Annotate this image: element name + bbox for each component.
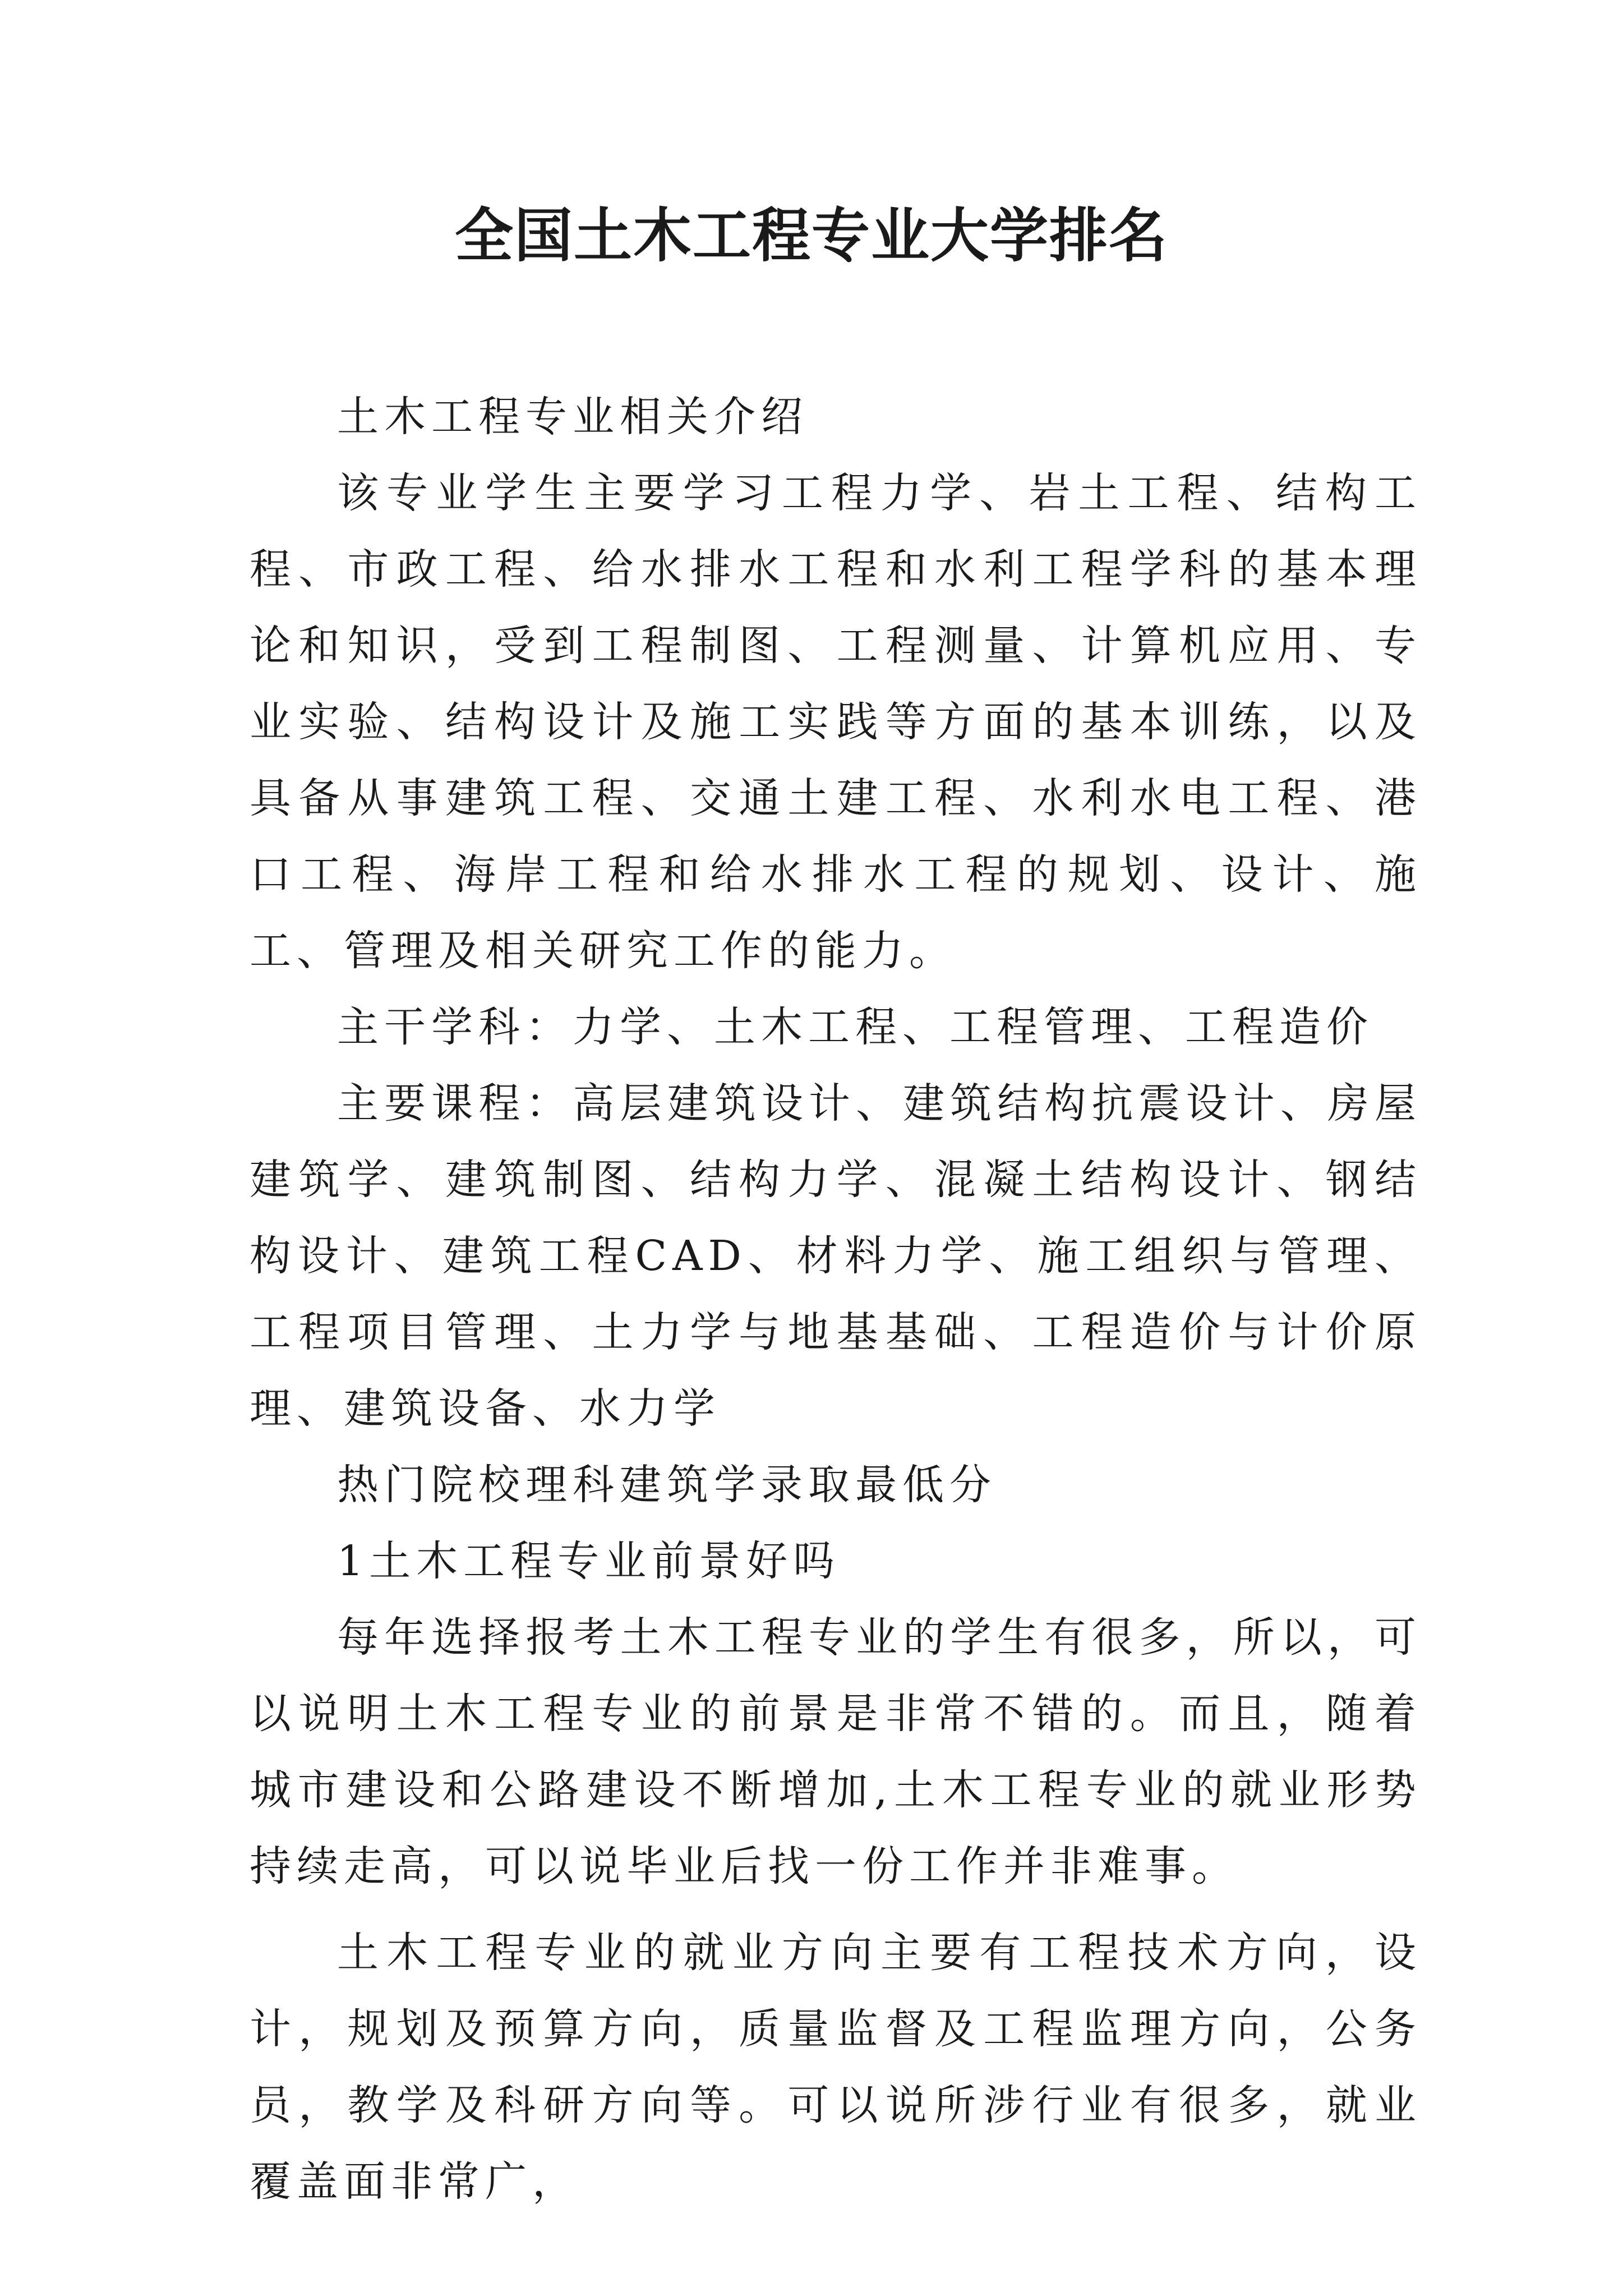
section-heading-intro: 土木工程专业相关介绍 xyxy=(337,393,808,441)
paragraph-gap xyxy=(250,1904,1422,1915)
section-heading-admission-scores: 热门院校理科建筑学录取最低分 xyxy=(337,1461,997,1509)
paragraph-main-disciplines: 主干学科：力学、土木工程、工程管理、工程造价 xyxy=(337,1003,1373,1051)
paragraph-prospects: 每年选择报考土木工程专业的学生有很多，所以，可以说明土木工程专业的前景是非常不错的。而且，随着城市建设和公路建设不断增加,土木工程专业的就业形势持续走高，可以说毕业后找一份工作并非难事。 xyxy=(250,1613,1422,1890)
section-heading-prospects: 1土木工程专业前景好吗 xyxy=(337,1537,841,1585)
document-title: 全国土木工程专业大学排名 xyxy=(454,201,1168,270)
paragraph-major-description: 该专业学生主要学习工程力学、岩土工程、结构工程、市政工程、给水排水工程和水利工程学科的基本理论和知识，受到工程制图、工程测量、计算机应用、专业实验、结构设计及施工实践等方面的基本训练，以及具备从事建筑工程、交通土建工程、水利水电工程、港口工程、海岸工程和给水排水工程的规划、设计、施工、管理及相关研究工作的能力。 xyxy=(250,469,1422,975)
document-body xyxy=(250,379,1422,2220)
paragraph-career-directions: 土木工程专业的就业方向主要有工程技术方向，设计，规划及预算方向，质量监督及工程监理方向，公务员，教学及科研方向等。可以说所涉行业有很多，就业覆盖面非常广， xyxy=(250,1929,1422,2206)
paragraph-main-courses: 主要课程：高层建筑设计、建筑结构抗震设计、房屋建筑学、建筑制图、结构力学、混凝土结构设计、钢结构设计、建筑工程CAD、材料力学、施工组织与管理、工程项目管理、土力学与地基基础、工程造价与计价原理、建筑设备、水力学 xyxy=(250,1079,1422,1433)
